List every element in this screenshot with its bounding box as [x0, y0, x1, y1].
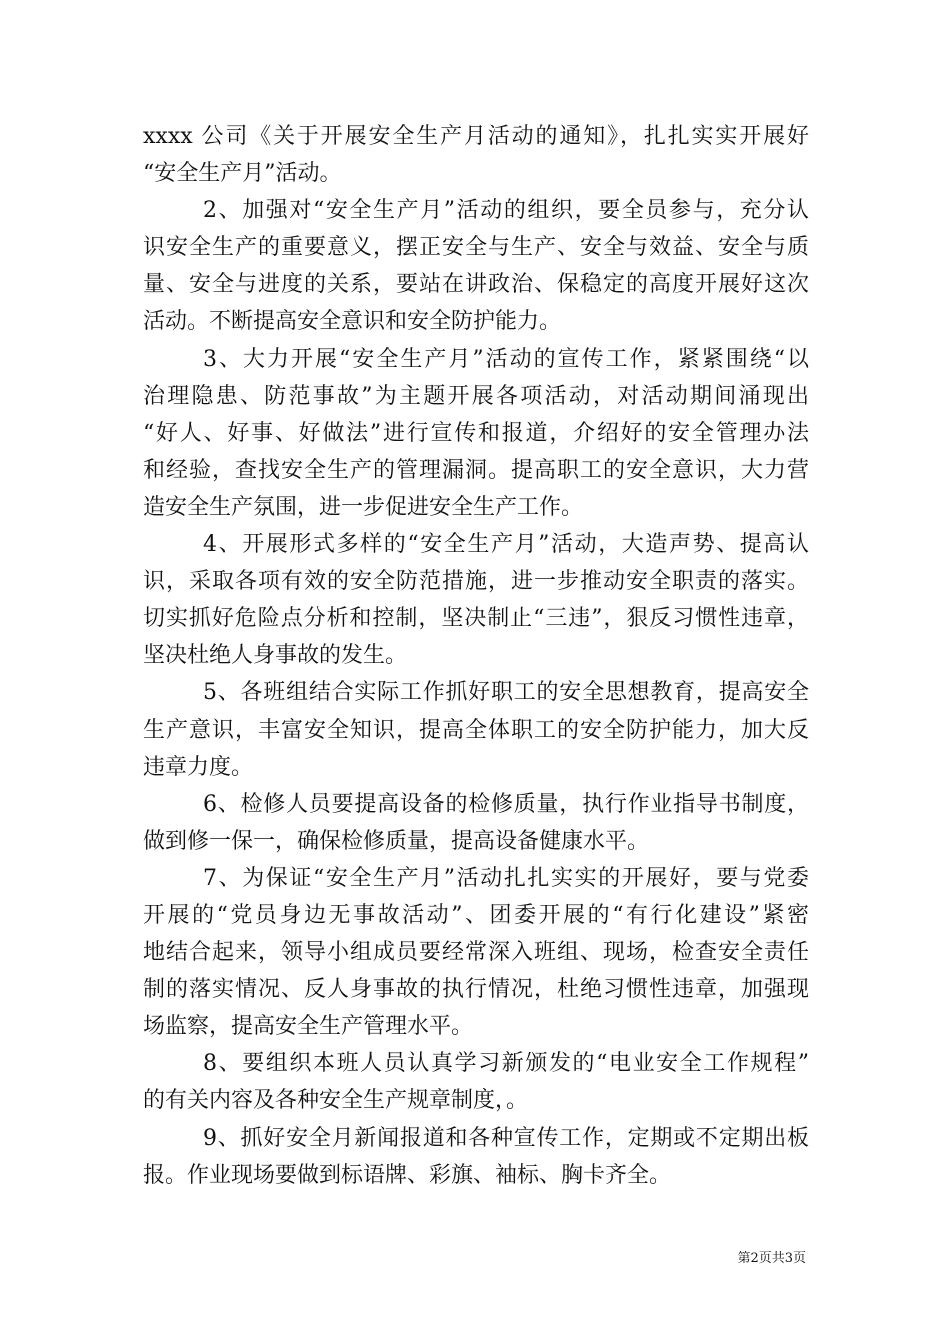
paragraph-first-line: 5、各班组结合实际工作抓好职工的安全思想教育，提高安全: [203, 680, 809, 706]
text-line: 制的落实情况、反人身事故的执行情况，杜绝习惯性违章，加强现: [143, 977, 809, 1003]
paragraph-first-line: 4、开展形式多样的“安全生产月”活动，大造声势、提高认: [203, 532, 809, 558]
text-line: 和经验，查找安全生产的管理漏洞。提高职工的安全意识，大力营: [143, 457, 809, 483]
document-body: [143, 118, 809, 1194]
text-line: 活动。不断提高安全意识和安全防护能力。: [143, 309, 562, 335]
text-line: 识，采取各项有效的安全防范措施，进一步推动安全职责的落实。: [143, 569, 809, 595]
paragraph-first-line: 3、大力开展“安全生产月”活动的宣传工作，紧紧围绕“以: [203, 346, 809, 372]
text-line: 报。作业现场要做到标语牌、彩旗、袖标、胸卡齐全。: [143, 1162, 672, 1188]
text-line: 识安全生产的重要意义，摆正安全与生产、安全与效益、安全与质: [143, 235, 809, 261]
text-line: 地结合起来，领导小组成员要经常深入班组、现场，检查安全责任: [143, 940, 809, 966]
text-line: 切实抓好危险点分析和控制，坚决制止“三违”，狠反习惯性违章，: [143, 606, 809, 632]
text-line: 违章力度。: [143, 754, 254, 780]
text-line: 坚决杜绝人身事故的发生。: [143, 643, 408, 669]
text-line: 治理隐患、防范事故”为主题开展各项活动，对活动期间涌现出: [143, 383, 809, 409]
page-number: 第2页共3页: [737, 1251, 806, 1266]
text-line: “好人、好事、好做法”进行宣传和报道，介绍好的安全管理办法: [143, 420, 809, 446]
paragraph-first-line: 9、抓好安全月新闻报道和各种宣传工作，定期或不定期出板: [203, 1125, 809, 1151]
text-line: 造安全生产氛围，进一步促进安全生产工作。: [143, 494, 584, 520]
paragraph-first-line: 7、为保证“安全生产月”活动扎扎实实的开展好，要与党委: [203, 865, 809, 891]
paragraph-first-line: 2、加强对“安全生产月”活动的组织，要全员参与，充分认: [203, 198, 809, 224]
text-line: “安全生产月”活动。: [143, 161, 342, 187]
text-line: 场监察，提高安全生产管理水平。: [143, 1014, 474, 1040]
text-line: xxxx 公司《关于开展安全生产月活动的通知》，扎扎实实开展好: [143, 124, 809, 149]
text-line: 量、安全与进度的关系，要站在讲政治、保稳定的高度开展好这次: [143, 272, 809, 298]
text-line: 开展的“党员身边无事故活动”、团委开展的“有行化建设”紧密: [143, 902, 809, 928]
paragraph-first-line: 6、检修人员要提高设备的检修质量，执行作业指导书制度，: [203, 791, 809, 817]
text-line: 做到修一保一，确保检修质量，提高设备健康水平。: [143, 828, 650, 854]
text-line: 的有关内容及各种安全生产规章制度，。: [143, 1088, 529, 1114]
paragraph-first-line: 8、要组织本班人员认真学习新颁发的“电业安全工作规程”: [203, 1051, 809, 1077]
text-line: 生产意识，丰富安全知识，提高全体职工的安全防护能力，加大反: [143, 717, 809, 743]
